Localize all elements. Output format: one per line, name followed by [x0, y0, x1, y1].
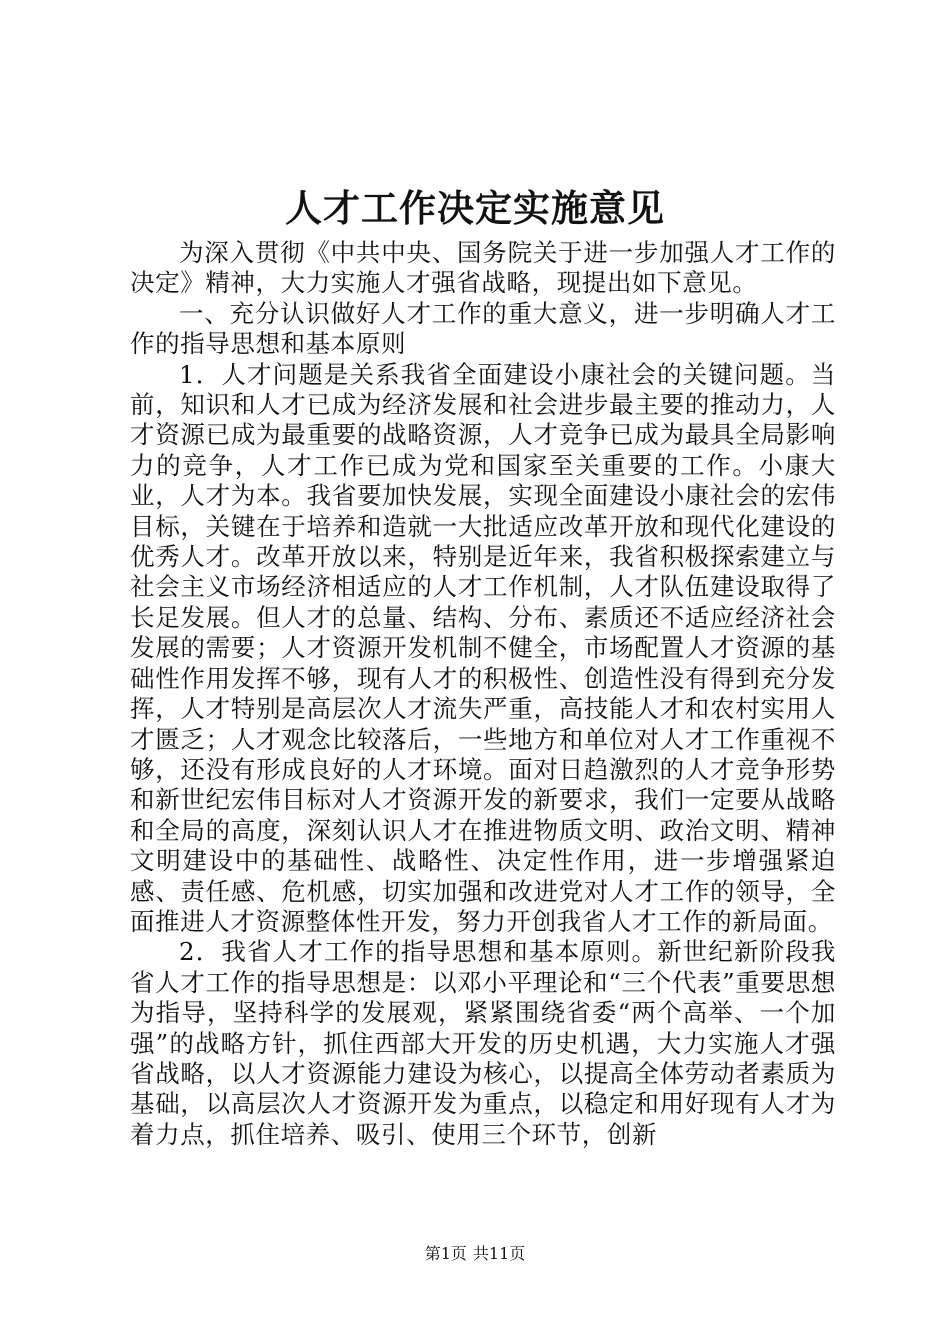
- page-total: 共11页: [472, 1244, 526, 1263]
- body-paragraph: 2．我省人才工作的指导思想和基本原则。新世纪新阶段我省人才工作的指导思想是：以邓小平理论和“三个代表”重要思想为指导，坚持科学的发展观，紧紧围绕省委“两个高举、一个加强”的战略方针，抓住西部大开发的历史机遇，大力实施人才强省战略，以人才资源能力建设为核心，以提高全体劳动者素质为基础，以高层次人才资源开发为重点，以稳定和用好现有人才为着力点，抓住培养、吸引、使用三个环节，创新: [130, 937, 836, 1149]
- page-footer: [0, 1243, 950, 1265]
- body-paragraph: 1．人才问题是关系我省全面建设小康社会的关键问题。当前，知识和人才已成为经济发展和社会进步最主要的推动力，人才资源已成为最重要的战略资源，人才竞争已成为最具全局影响力的竞争，人才工作已成为党和国家至关重要的工作。小康大业，人才为本。我省要加快发展，实现全面建设小康社会的宏伟目标，关键在于培养和造就一大批适应改革开放和现代化建设的优秀人才。改革开放以来，特别是近年来，我省积极探索建立与社会主义市场经济相适应的人才工作机制，人才队伍建设取得了长足发展。但人才的总量、结构、分布、素质还不适应经济社会发展的需要；人才资源开发机制不健全，市场配置人才资源的基础性作用发挥不够，现有人才的积极性、创造性没有得到充分发挥，人才特别是高层次人才流失严重，高技能人才和农村实用人才匮乏；人才观念比较落后，一些地方和单位对人才工作重视不够，还没有形成良好的人才环境。面对日趋激烈的人才竞争形势和新世纪宏伟目标对人才资源开发的新要求，我们一定要从战略和全局的高度，深刻认识人才在推进物质文明、政治文明、精神文明建设中的基础性、战略性、决定性作用，进一步增强紧迫感、责任感、危机感，切实加强和改进党对人才工作的领导，全面推进人才资源整体性开发，努力开创我省人才工作的新局面。: [130, 359, 836, 936]
- section-heading: 一、充分认识做好人才工作的重大意义，进一步明确人才工作的指导思想和基本原则: [130, 298, 836, 359]
- page-number: 第1页: [424, 1244, 467, 1263]
- document-title: 人才工作决定实施意见: [285, 186, 665, 230]
- document-body: [130, 238, 836, 1150]
- intro-paragraph: 为深入贯彻《中共中央、国务院关于进一步加强人才工作的决定》精神，大力实施人才强省战略，现提出如下意见。: [130, 238, 836, 298]
